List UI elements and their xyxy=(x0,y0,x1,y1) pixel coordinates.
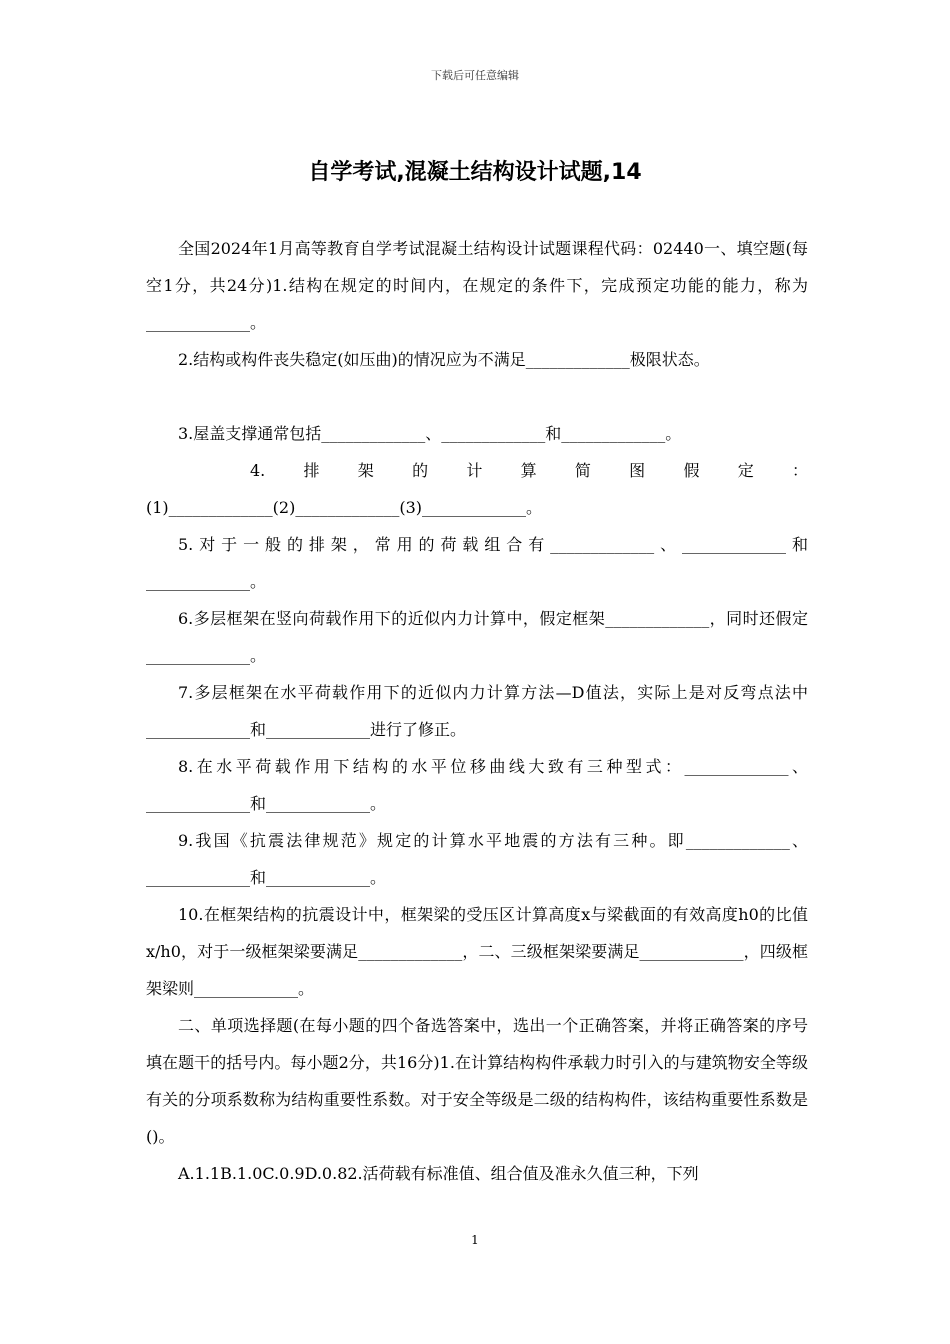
paragraph-section-two: 二、单项选择题(在每小题的四个备选答案中，选出一个正确答案，并将正确答案的序号填在题干的括号内。每小题2分，共16分)1.在计算结构构件承载力时引入的与建筑物安全等级有关的分项系数称为结构重要性系数。对于安全等级是二级的结构构件，该结构重要性系数是()。 xyxy=(146,1016,808,1146)
paragraph-q6: 6.多层框架在竖向荷载作用下的近似内力计算中，假定框架_____________，同时还假定_____________。 xyxy=(146,609,808,665)
page-header-note: 下载后可任意编辑 xyxy=(431,69,519,82)
document-title: 自学考试,混凝土结构设计试题,14 xyxy=(308,160,642,185)
paragraph-q10: 10.在框架结构的抗震设计中，框架梁的受压区计算高度x与梁截面的有效高度h0的比值x/h0，对于一级框架梁要满足_____________，二、三级框架梁要满足_____________，四级框架梁则_____________。 xyxy=(146,905,808,998)
paragraph-q7: 7.多层框架在水平荷载作用下的近似内力计算方法—D值法，实际上是对反弯点法中_____________和_____________进行了修正。 xyxy=(146,683,808,739)
paragraph-q8: 8.在水平荷载作用下结构的水平位移曲线大致有三种型式：_____________、_____________和_____________。 xyxy=(146,757,808,813)
document-body xyxy=(146,230,808,1192)
paragraph-q4-blanks: (1)_____________(2)_____________(3)_____________。 xyxy=(146,498,542,517)
paragraph-options: A.1.1B.1.0C.0.9D.0.82.活荷载有标准值、组合值及准永久值三种，下列 xyxy=(178,1164,699,1183)
paragraph-q2: 2.结构或构件丧失稳定(如压曲)的情况应为不满足_____________极限状态。 xyxy=(178,350,710,369)
paragraph-intro-q1: 全国2024年1月高等教育自学考试混凝土结构设计试题课程代码：02440一、填空题(每空1分，共24分)1.结构在规定的时间内，在规定的条件下，完成预定功能的能力，称为_____________。 xyxy=(146,239,808,332)
paragraph-q5: 5.对于一般的排架，常用的荷载组合有_____________、_____________和_____________。 xyxy=(146,535,808,591)
paragraph-q4-heading: 4.排架的计算简图假定： xyxy=(250,461,808,480)
paragraph-q9: 9.我国《抗震法律规范》规定的计算水平地震的方法有三种。即_____________、_____________和_____________。 xyxy=(146,831,808,887)
paragraph-q3: 3.屋盖支撑通常包括_____________、_____________和_____________。 xyxy=(178,424,682,443)
page-number: 1 xyxy=(471,1233,479,1247)
